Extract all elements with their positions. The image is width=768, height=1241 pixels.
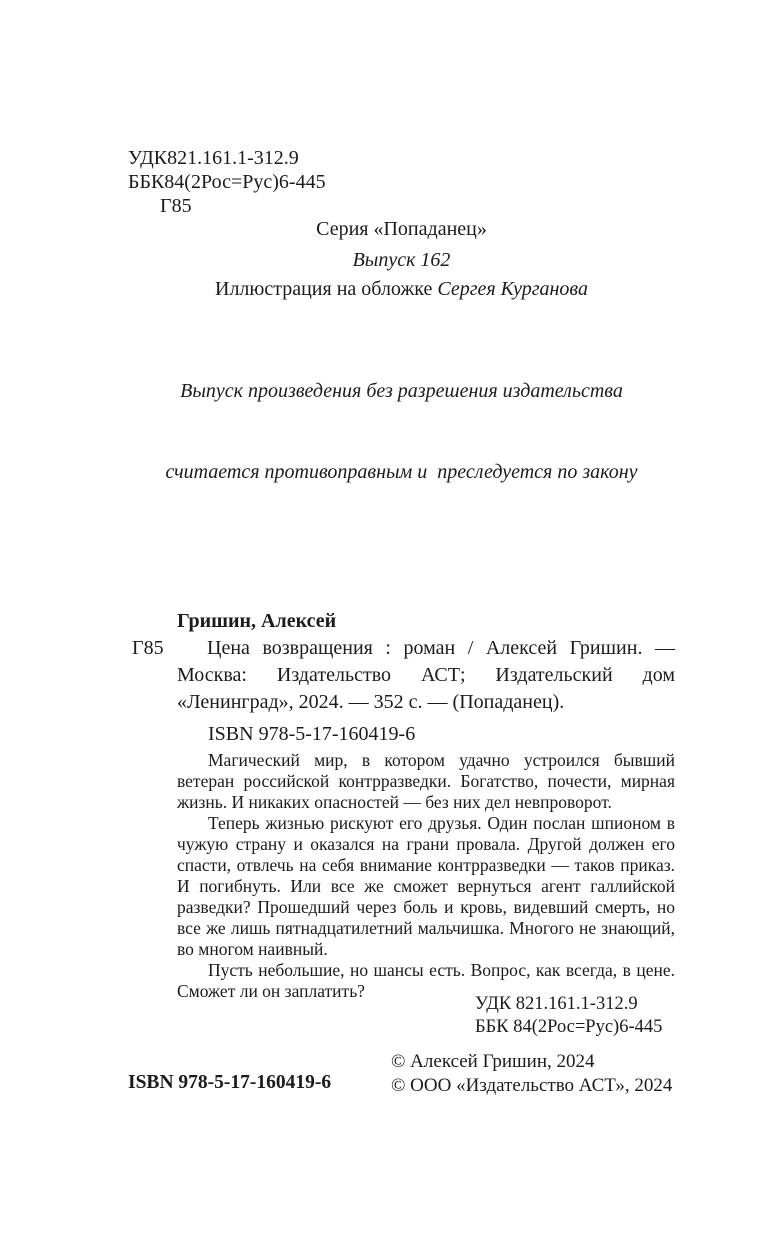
top-classification-block	[128, 146, 326, 218]
illustration-credit-prefix: Иллюстрация на обложке	[215, 278, 433, 300]
illustration-credit	[128, 277, 675, 302]
series-block	[128, 217, 675, 302]
bbk-bottom-line: ББК 84(2Рос=Рус)6-445	[475, 1016, 663, 1037]
isbn-line: ISBN 978-5-17-160419-6	[208, 723, 416, 745]
bottom-classification-block	[475, 993, 662, 1038]
catalog-entry-row	[132, 635, 675, 716]
copyright-block	[391, 1050, 672, 1098]
bibliographic-entry: Цена возвращения : роман / Алексей Гришин. — Москва: Издательство АСТ; Издательский дом «Ленинград», 2024. — 352 с. — (Попаданец).	[177, 637, 675, 713]
annotation-paragraph-1: Магический мир, в котором удачно устроился бывший ветеран российской контрразведки. Богатство, почести, мирная жизнь. И никаких опасностей — без них дел невпроворот.	[177, 750, 675, 812]
legal-notice-line2: считается противоправным и преследуется по закону	[165, 461, 638, 483]
udk-bottom-line: УДК 821.161.1-312.9	[475, 994, 638, 1014]
author-sign-code-top: Г85	[160, 195, 192, 217]
legal-notice-line1: Выпуск произведения без разрешения издательства	[180, 380, 623, 402]
series-title: Серия «Попаданец»	[316, 218, 487, 240]
annotation-paragraph-3: Пусть небольшие, но шансы есть. Вопрос, как всегда, в цене. Сможет ли он заплатить?	[177, 960, 675, 1001]
bbk-line: ББК84(2Рос=Рус)6-445	[128, 171, 326, 193]
annotation-block	[177, 750, 675, 1002]
udk-line: УДК821.161.1-312.9	[128, 147, 299, 169]
illustration-artist: Сергея Курганова	[437, 278, 588, 300]
isbn-footer: ISBN 978-5-17-160419-6	[128, 1072, 332, 1093]
copyright-publisher-line: © ООО «Издательство АСТ», 2024	[391, 1075, 673, 1096]
author-heading: Гришин, Алексей	[177, 610, 337, 632]
legal-notice	[128, 324, 675, 540]
catalog-card-block	[132, 608, 675, 748]
author-sign-code: Г85	[132, 637, 164, 659]
annotation-paragraph-2: Теперь жизнью рискуют его друзья. Один послан шпионом в чужую страну и оказался на грани провала. Другой должен его спасти, отвлечь на себя внимание контрразведки — таков приказ. И погибнуть. Или все же сможет вернуться агент галлийской разведки? Прошедший через боль и кровь, видевший смерть, но все же лишь пятнадцатилетний мальчишка. Многого не знающий, во многом наивный.	[177, 813, 675, 959]
copyright-author-line: © Алексей Гришин, 2024	[391, 1051, 595, 1072]
series-issue: Выпуск 162	[352, 249, 451, 271]
